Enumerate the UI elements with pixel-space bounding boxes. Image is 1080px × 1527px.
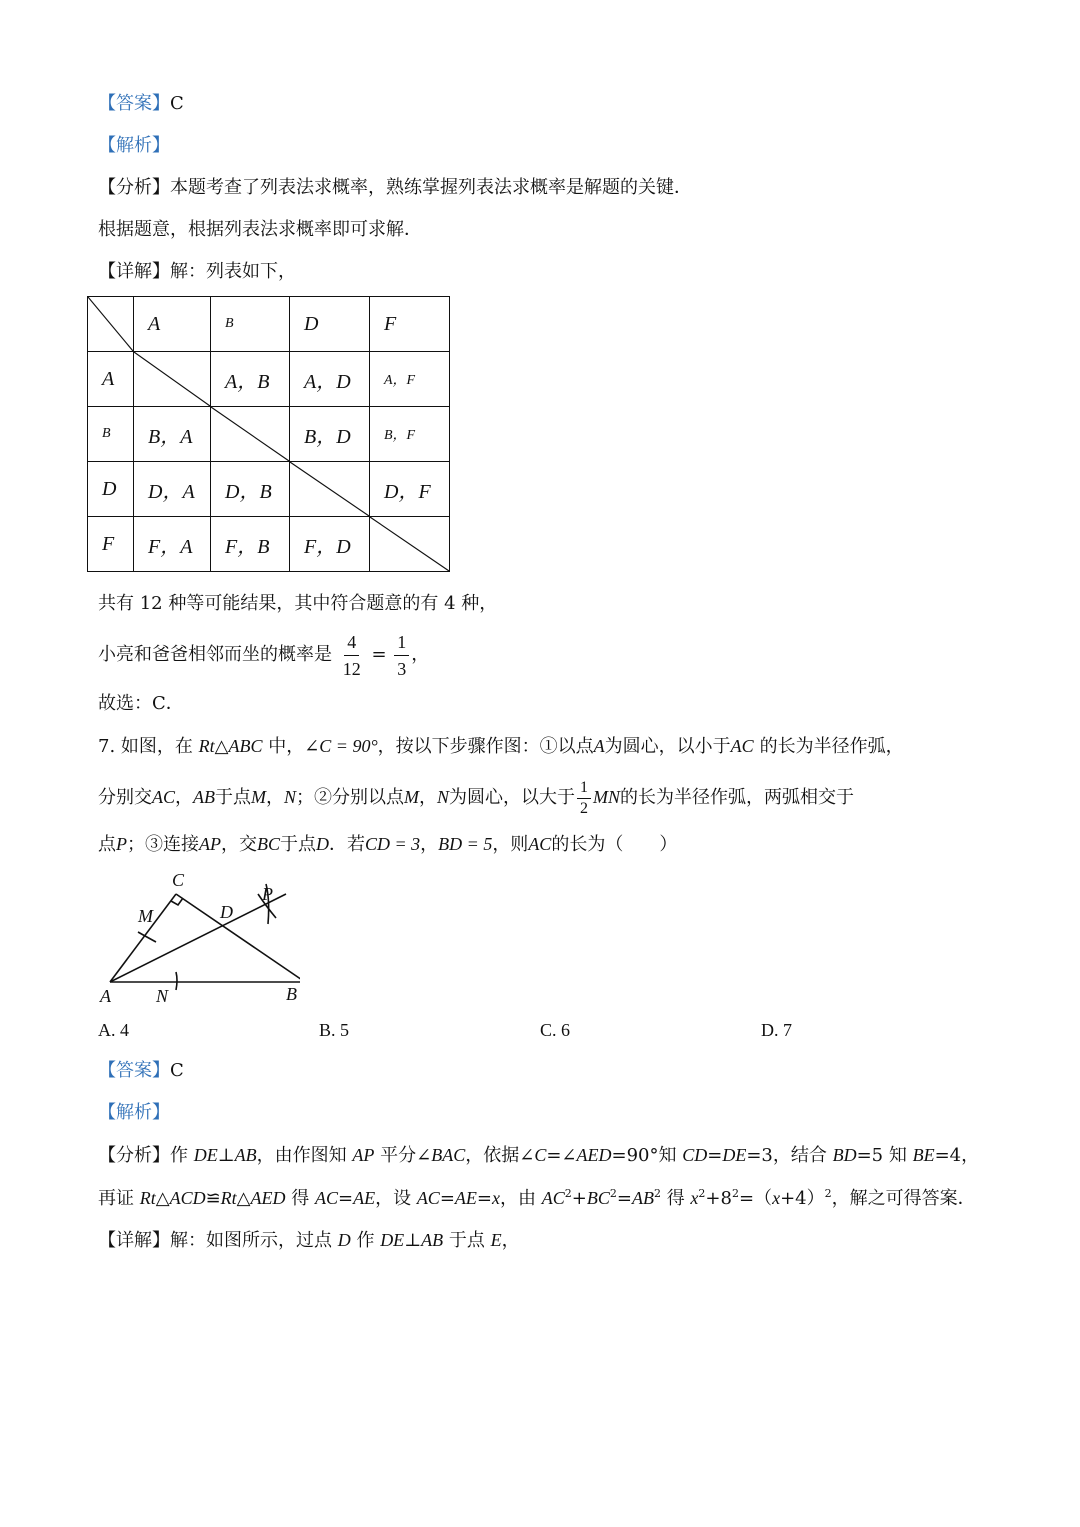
fenxi-text: +4） (780, 1188, 825, 1209)
stem-text: 的长为半径作弧， (759, 736, 904, 757)
stem-text: ， (266, 787, 285, 808)
fenxi-text: = (616, 1188, 632, 1209)
table-diagonal-cell (290, 462, 370, 517)
detail-text: 于点 (443, 1230, 491, 1251)
stem-text: ，交 (221, 834, 257, 855)
math-text: ∠C = 90° (304, 736, 378, 756)
prob-prefix: 小亮和爸爸相邻而坐的概率是 (98, 644, 332, 665)
math-text: AC (416, 1188, 440, 1208)
arc-n (176, 972, 177, 990)
fenxi-text: 得 (285, 1188, 315, 1209)
stem-text: ；③连接 (127, 834, 199, 855)
answer-value: C (170, 93, 184, 114)
detail-text: 作 (350, 1230, 381, 1251)
table-cell: B，F (370, 407, 450, 462)
math-text: CD = 3 (365, 834, 421, 854)
fenxi-text: △ (236, 1188, 251, 1209)
triangle-figure (90, 866, 300, 1006)
math-text: A (593, 736, 605, 756)
q6-count-line: 共有 12 种等可能结果，其中符合题意的有 4 种， (98, 593, 498, 614)
table-row (88, 462, 450, 517)
fenxi-text: =3，结合 (746, 1145, 833, 1166)
fenxi-text: 再证 (98, 1188, 140, 1209)
fenxi-text: =5 知 (856, 1145, 913, 1166)
table-row-label: F (88, 517, 134, 572)
stem-text: 的长为（ ） (551, 834, 678, 855)
table-cell: A，D (290, 352, 370, 407)
math-text: N (284, 787, 297, 807)
fraction-1-2 (577, 778, 591, 819)
fenxi-text: = (476, 1188, 493, 1209)
diagonal-line (211, 407, 289, 461)
fraction-numerator: 1 (577, 778, 591, 799)
fenxi-text: =4， (934, 1145, 980, 1166)
math-text: MN (593, 787, 621, 807)
diagonal-line (88, 297, 133, 351)
math-text: D (337, 1230, 351, 1250)
fenxi-text: ，由作图知 (256, 1145, 353, 1166)
segment-cb (176, 894, 300, 982)
table-row-label: B (88, 407, 134, 462)
q6-basis-line: 根据题意，根据列表法求概率即可求解． (98, 219, 422, 240)
math-text: DE (380, 1230, 405, 1250)
fraction-numerator: 1 (394, 629, 409, 656)
math-text: E (490, 1230, 502, 1250)
detail-text: ⊥ (404, 1230, 422, 1251)
fenxi-text: =（ (738, 1188, 773, 1209)
stem-text: 分别交 (98, 787, 152, 808)
table-row (88, 407, 450, 462)
table-row (88, 352, 450, 407)
math-text: AC (528, 834, 552, 854)
table-cell: F，D (290, 517, 370, 572)
fraction-denominator: 2 (580, 799, 589, 817)
choice-c: C. 6 (540, 1020, 571, 1040)
fenxi-text: ，设 (375, 1188, 417, 1209)
fenxi-tag: 【分析】 (98, 1145, 170, 1166)
fenxi-text: =90°知 (611, 1145, 683, 1166)
math-text: AED (250, 1188, 286, 1208)
table-diagonal-cell (134, 352, 211, 407)
superscript: 2 (731, 1187, 739, 1200)
fraction-denominator: 12 (342, 658, 361, 679)
table-cell: A，B (211, 352, 290, 407)
question-number: 7. 如图，在 (98, 736, 193, 757)
table-row (88, 517, 450, 572)
math-text: △ABC (214, 736, 263, 756)
fenxi-text: ⊥ (217, 1145, 235, 1166)
fraction-1-3 (394, 629, 409, 682)
q6-probability-line (98, 628, 429, 682)
detail-text: 解：列表如下， (170, 261, 296, 282)
fenxi-tag: 【分析】 (98, 177, 170, 198)
label-b: B (286, 984, 297, 1004)
table-diagonal-cell (370, 517, 450, 572)
math-text: AB (421, 1230, 444, 1250)
stem-text: 点 (98, 834, 116, 855)
fenxi-text: ，依据∠ (465, 1145, 535, 1166)
table-cell: F，A (134, 517, 211, 572)
fenxi-text: = (337, 1188, 354, 1209)
stem-text: ， (175, 787, 194, 808)
math-text: CD (682, 1145, 708, 1165)
q7-fenxi-line-1 (98, 1143, 979, 1168)
analysis-tag: 【解析】 (98, 1102, 170, 1123)
math-text: BD (832, 1145, 857, 1165)
diagonal-line (290, 462, 369, 516)
answer-tag: 【答案】 (98, 1060, 170, 1081)
table-corner-cell (88, 297, 134, 352)
label-p: P (262, 884, 273, 904)
fenxi-text: ，由 (500, 1188, 542, 1209)
math-text: C (534, 1145, 547, 1165)
math-text: BE (912, 1145, 935, 1165)
q7-detail-line (98, 1228, 520, 1253)
q7-analysis-line (98, 1101, 170, 1125)
math-text: N (437, 787, 450, 807)
math-text: BC (586, 1188, 610, 1208)
fenxi-text: 得 (660, 1188, 691, 1209)
math-text: AC (152, 787, 176, 807)
diagonal-line (370, 517, 449, 571)
math-text: AE (353, 1188, 376, 1208)
answer-tag: 【答案】 (98, 93, 170, 114)
table-header-cell: F (370, 297, 450, 352)
diagonal-line (134, 352, 210, 406)
prob-suffix: ， (411, 644, 430, 665)
math-text: x (492, 1188, 501, 1208)
ray-ap (110, 894, 286, 982)
choice-a: A. 4 (98, 1020, 129, 1040)
table-header-row (88, 297, 450, 352)
stem-text: ，则 (492, 834, 529, 855)
fenxi-text: ≌ (205, 1188, 221, 1209)
fenxi-text: + (571, 1188, 587, 1209)
q6-choose-line: 故选：C． (98, 693, 184, 714)
fenxi-text: =∠ (546, 1145, 577, 1166)
math-text: M (404, 787, 420, 807)
q6-analysis-line (98, 134, 170, 158)
label-a: A (100, 986, 111, 1006)
label-d: D (220, 902, 233, 922)
q7-answer-line (98, 1059, 184, 1083)
detail-text: ， (501, 1230, 520, 1251)
table-cell: D，F (370, 462, 450, 517)
detail-tag: 【详解】 (98, 1230, 170, 1251)
fenxi-text: △ (155, 1188, 170, 1209)
math-text: x (772, 1188, 781, 1208)
math-text: AC (314, 1188, 338, 1208)
fenxi-text: +8 (705, 1188, 732, 1209)
q7-stem-line-2 (98, 770, 854, 825)
math-text: P (116, 834, 127, 854)
math-text: BC (257, 834, 281, 854)
fenxi-text: = (707, 1145, 723, 1166)
table-cell: D，B (211, 462, 290, 517)
answer-value: C (170, 1060, 184, 1081)
q6-answer-line (98, 92, 184, 116)
fraction-denominator: 3 (397, 658, 407, 679)
table-cell: B，D (290, 407, 370, 462)
math-text: AE (454, 1188, 477, 1208)
math-text: AB (631, 1188, 654, 1208)
q6-detail-line (98, 260, 296, 284)
stem-text: ， (420, 834, 439, 855)
math-text: AP (199, 834, 221, 854)
detail-tag: 【详解】 (98, 261, 170, 282)
table-cell: B，A (134, 407, 211, 462)
stem-text: 中， (262, 736, 305, 757)
fenxi-text: 平分∠ (374, 1145, 432, 1166)
fenxi-text: 作 (170, 1145, 194, 1166)
math-text: ACD (169, 1188, 206, 1208)
math-text: Rt (139, 1188, 156, 1208)
q7-stem-line-1 (98, 734, 904, 759)
stem-text: ．若 (329, 834, 366, 855)
fenxi-text: = (439, 1188, 455, 1209)
table-cell: D，A (134, 462, 211, 517)
superscript: 2 (564, 1187, 572, 1200)
table-header-cell: A (134, 297, 211, 352)
stem-text: 于点 (215, 787, 252, 808)
label-m: M (138, 906, 153, 926)
table-header-cell: D (290, 297, 370, 352)
math-text: AB (234, 1145, 257, 1165)
math-text: Rt (198, 736, 215, 756)
superscript: 2 (698, 1187, 706, 1200)
table-header-cell: B (211, 297, 290, 352)
detail-text: 解：如图所示，过点 (170, 1230, 338, 1251)
stem-text: 于点 (280, 834, 317, 855)
fenxi-text: ，解之可得答案． (831, 1188, 976, 1209)
math-text: DE (193, 1145, 218, 1165)
stem-text: ；②分别以点 (296, 787, 405, 808)
math-text: BD = 5 (438, 834, 493, 854)
table-cell: F，B (211, 517, 290, 572)
choice-d: D. 7 (761, 1020, 792, 1040)
choice-b: B. 5 (319, 1020, 350, 1040)
q7-stem-line-3 (98, 832, 677, 857)
stem-text: 为圆心，以小于 (604, 736, 731, 757)
stem-text: ，按以下步骤作图：①以点 (377, 736, 594, 757)
fenxi-text: 本题考查了列表法求概率，熟练掌握列表法求概率是解题的关键． (170, 177, 692, 198)
table-row-label: D (88, 462, 134, 517)
label-n: N (156, 986, 169, 1006)
math-text: AED (576, 1145, 612, 1165)
math-text: x (690, 1188, 699, 1208)
fraction-4-12 (340, 629, 364, 682)
superscript: 2 (653, 1187, 661, 1200)
label-c: C (172, 870, 185, 890)
q6-fenxi-line (98, 176, 692, 200)
stem-text: 的长为半径作弧，两弧相交于 (620, 787, 855, 808)
math-text: AC (730, 736, 754, 756)
table-cell: A，F (370, 352, 450, 407)
stem-text: ， (419, 787, 438, 808)
outcome-table (87, 296, 450, 572)
math-text: AP (352, 1145, 375, 1165)
fraction-numerator: 4 (344, 629, 359, 656)
math-text: BAC (431, 1145, 466, 1165)
analysis-tag: 【解析】 (98, 135, 170, 156)
math-text: D (316, 834, 330, 854)
math-text: M (251, 787, 267, 807)
equals-sign: = (371, 644, 387, 665)
math-text: AB (193, 787, 216, 807)
math-text: DE (722, 1145, 747, 1165)
math-text: AC (541, 1188, 565, 1208)
stem-text: 为圆心，以大于 (449, 787, 576, 808)
math-text: Rt (220, 1188, 237, 1208)
q7-fenxi-line-2 (98, 1186, 976, 1211)
superscript: 2 (609, 1187, 617, 1200)
superscript: 2 (824, 1187, 832, 1200)
table-row-label: A (88, 352, 134, 407)
table-diagonal-cell (211, 407, 290, 462)
